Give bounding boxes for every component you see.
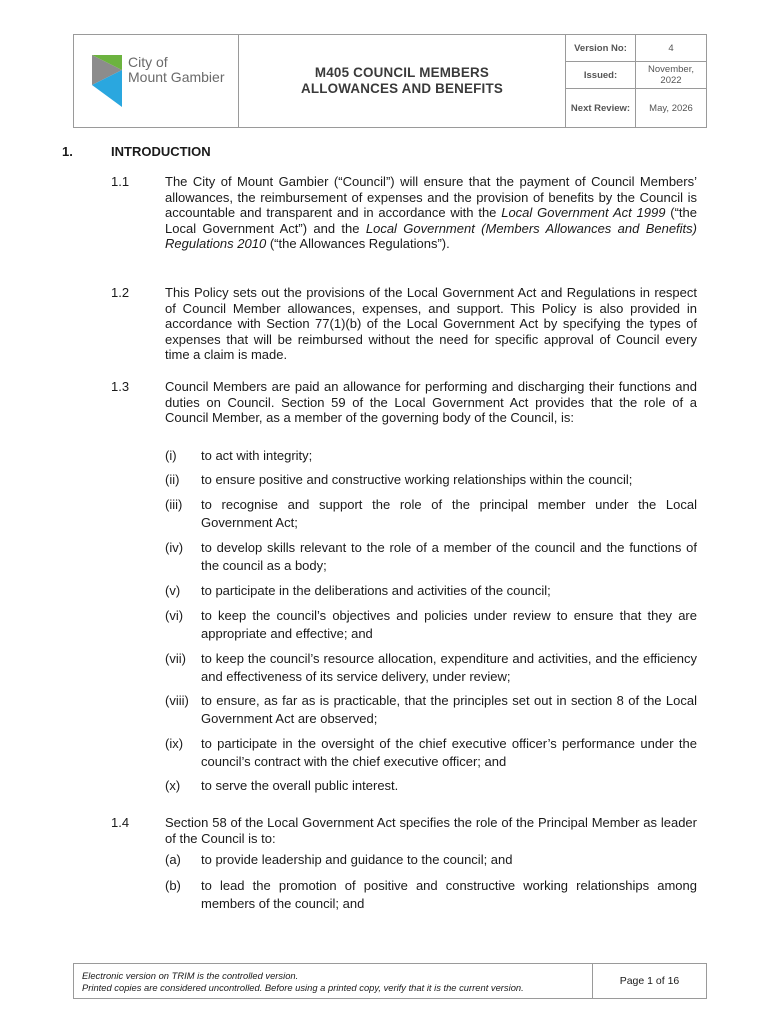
document-header (73, 34, 707, 128)
list-item (165, 877, 697, 912)
version-value: 4 (668, 42, 674, 54)
list-text: to develop skills relevant to the role of a member of the council and the functions of the council as a body; (201, 540, 697, 573)
list-marker: (vii) (165, 651, 186, 666)
list-text: to participate in the oversight of the chief executive officer’s performance under the council’s contract with the chief executive officer; and (201, 736, 697, 769)
list-marker: (iii) (165, 497, 183, 512)
list-marker: (x) (165, 778, 181, 793)
document-meta (566, 35, 706, 127)
list-item (165, 692, 697, 727)
list-marker: (iv) (165, 540, 184, 555)
list-marker: (i) (165, 448, 177, 463)
paragraph-number-1-1: 1.1 (111, 174, 130, 189)
paragraph-number-1-4: 1.4 (111, 815, 130, 830)
paragraph-1-3: Council Members are paid an allowance for performing and discharging their functions and duties on Council. Section 59 of the Local Government Act provides that the role of a Council Member, as a member of the governing body of the Council, is: (165, 379, 697, 425)
city-logo-icon (92, 55, 122, 107)
control-notice-line-1: Electronic version on TRIM is the controlled version. (82, 970, 299, 981)
p11-text-a: The City of Mount Gambier (“Council”) will ensure that the payment of Council Members’ allowances, the reimbursement of expenses and the provision of benefits by the Council is accountable and transparent and in accordance with the (165, 174, 697, 220)
list-marker: (ii) (165, 472, 180, 487)
page-number: Page 1 of 16 (619, 975, 680, 987)
p11-text-e: (“the Allowances Regulations”). (266, 236, 450, 251)
logo-line-2: Mount Gambier (128, 69, 225, 85)
list-marker: (v) (165, 583, 181, 598)
list-item (165, 496, 697, 531)
list-text: to lead the promotion of positive and constructive working relationships among members of the council; and (201, 878, 697, 911)
logo-line-1: City of (128, 54, 168, 70)
version-row (566, 35, 706, 61)
version-label: Version No: (566, 35, 636, 61)
list-text: to keep the council’s objectives and policies under review to ensure that they are appropriate and effective; and (201, 608, 697, 641)
list-marker: (vi) (165, 608, 184, 623)
list-item (165, 582, 697, 600)
paragraph-1-4: Section 58 of the Local Government Act specifies the role of the Principal Member as leader of the Council is to: (165, 815, 697, 846)
issued-row (566, 61, 706, 88)
logo-cell (74, 35, 239, 127)
list-text: to keep the council’s resource allocation, expenditure and activities, and the efficiency and effectiveness of its service delivery, under review; (201, 651, 697, 684)
review-value: May, 2026 (649, 102, 693, 114)
review-row (566, 88, 706, 127)
list-marker: (ix) (165, 736, 184, 751)
review-label: Next Review: (566, 89, 636, 127)
list-text: to recognise and support the role of the principal member under the Local Government Act; (201, 497, 697, 530)
issued-label: Issued: (566, 62, 636, 88)
list-item (165, 735, 697, 770)
title-line-1: M405 COUNCIL MEMBERS (314, 65, 490, 80)
issued-value: November, 2022 (648, 64, 694, 87)
list-item (165, 851, 697, 869)
section-number: 1. (62, 144, 73, 159)
paragraph-1-2: This Policy sets out the provisions of the Local Government Act and Regulations in respect of Council Member allowances, expenses, and support. This Policy is also provided in accordance with Section 77(1)(b) of the Local Government Act by specifying the types of expenses that will be reimbursed without the need for specific approval of Council every time a claim is made. (165, 285, 697, 362)
control-notice-line-2: Printed copies are considered uncontrolled. Before using a printed copy, verify that it is the current version. (82, 981, 524, 993)
list-item (165, 650, 697, 685)
paragraph-number-1-3: 1.3 (111, 379, 130, 394)
p11-text-c: (“the Local Government Act”) and the (165, 205, 698, 236)
list-text: to provide leadership and guidance to the council; and (201, 852, 513, 867)
list-text: to ensure, as far as is practicable, that the principles set out in section 8 of the Local Government Act are observed; (201, 693, 697, 726)
p11-act-title: Local Government Act 1999 (501, 205, 666, 220)
section-title: INTRODUCTION (111, 144, 211, 159)
list-text: to ensure positive and constructive working relationships within the council; (201, 472, 633, 487)
p11-regs-title: Local Government (Members Allowances and Benefits) Regulations 2010 (165, 220, 697, 251)
list-marker: (a) (165, 852, 181, 867)
title-line-2: ALLOWANCES AND BENEFITS (301, 81, 503, 96)
list-item (165, 777, 697, 795)
list-item (165, 539, 697, 574)
document-title (239, 35, 566, 127)
paragraph-number-1-2: 1.2 (111, 285, 130, 300)
list-item (165, 471, 697, 489)
logo-wordmark (128, 55, 224, 85)
list-marker: (viii) (165, 693, 189, 708)
list-text: to act with integrity; (201, 448, 313, 463)
control-notice (74, 964, 593, 998)
list-item (165, 607, 697, 642)
list-text: to participate in the deliberations and activities of the council; (201, 583, 551, 598)
paragraph-1-1 (165, 174, 697, 252)
list-marker: (b) (165, 878, 181, 893)
document-footer (73, 963, 707, 999)
list-text: to serve the overall public interest. (201, 778, 399, 793)
list-item (165, 447, 697, 465)
